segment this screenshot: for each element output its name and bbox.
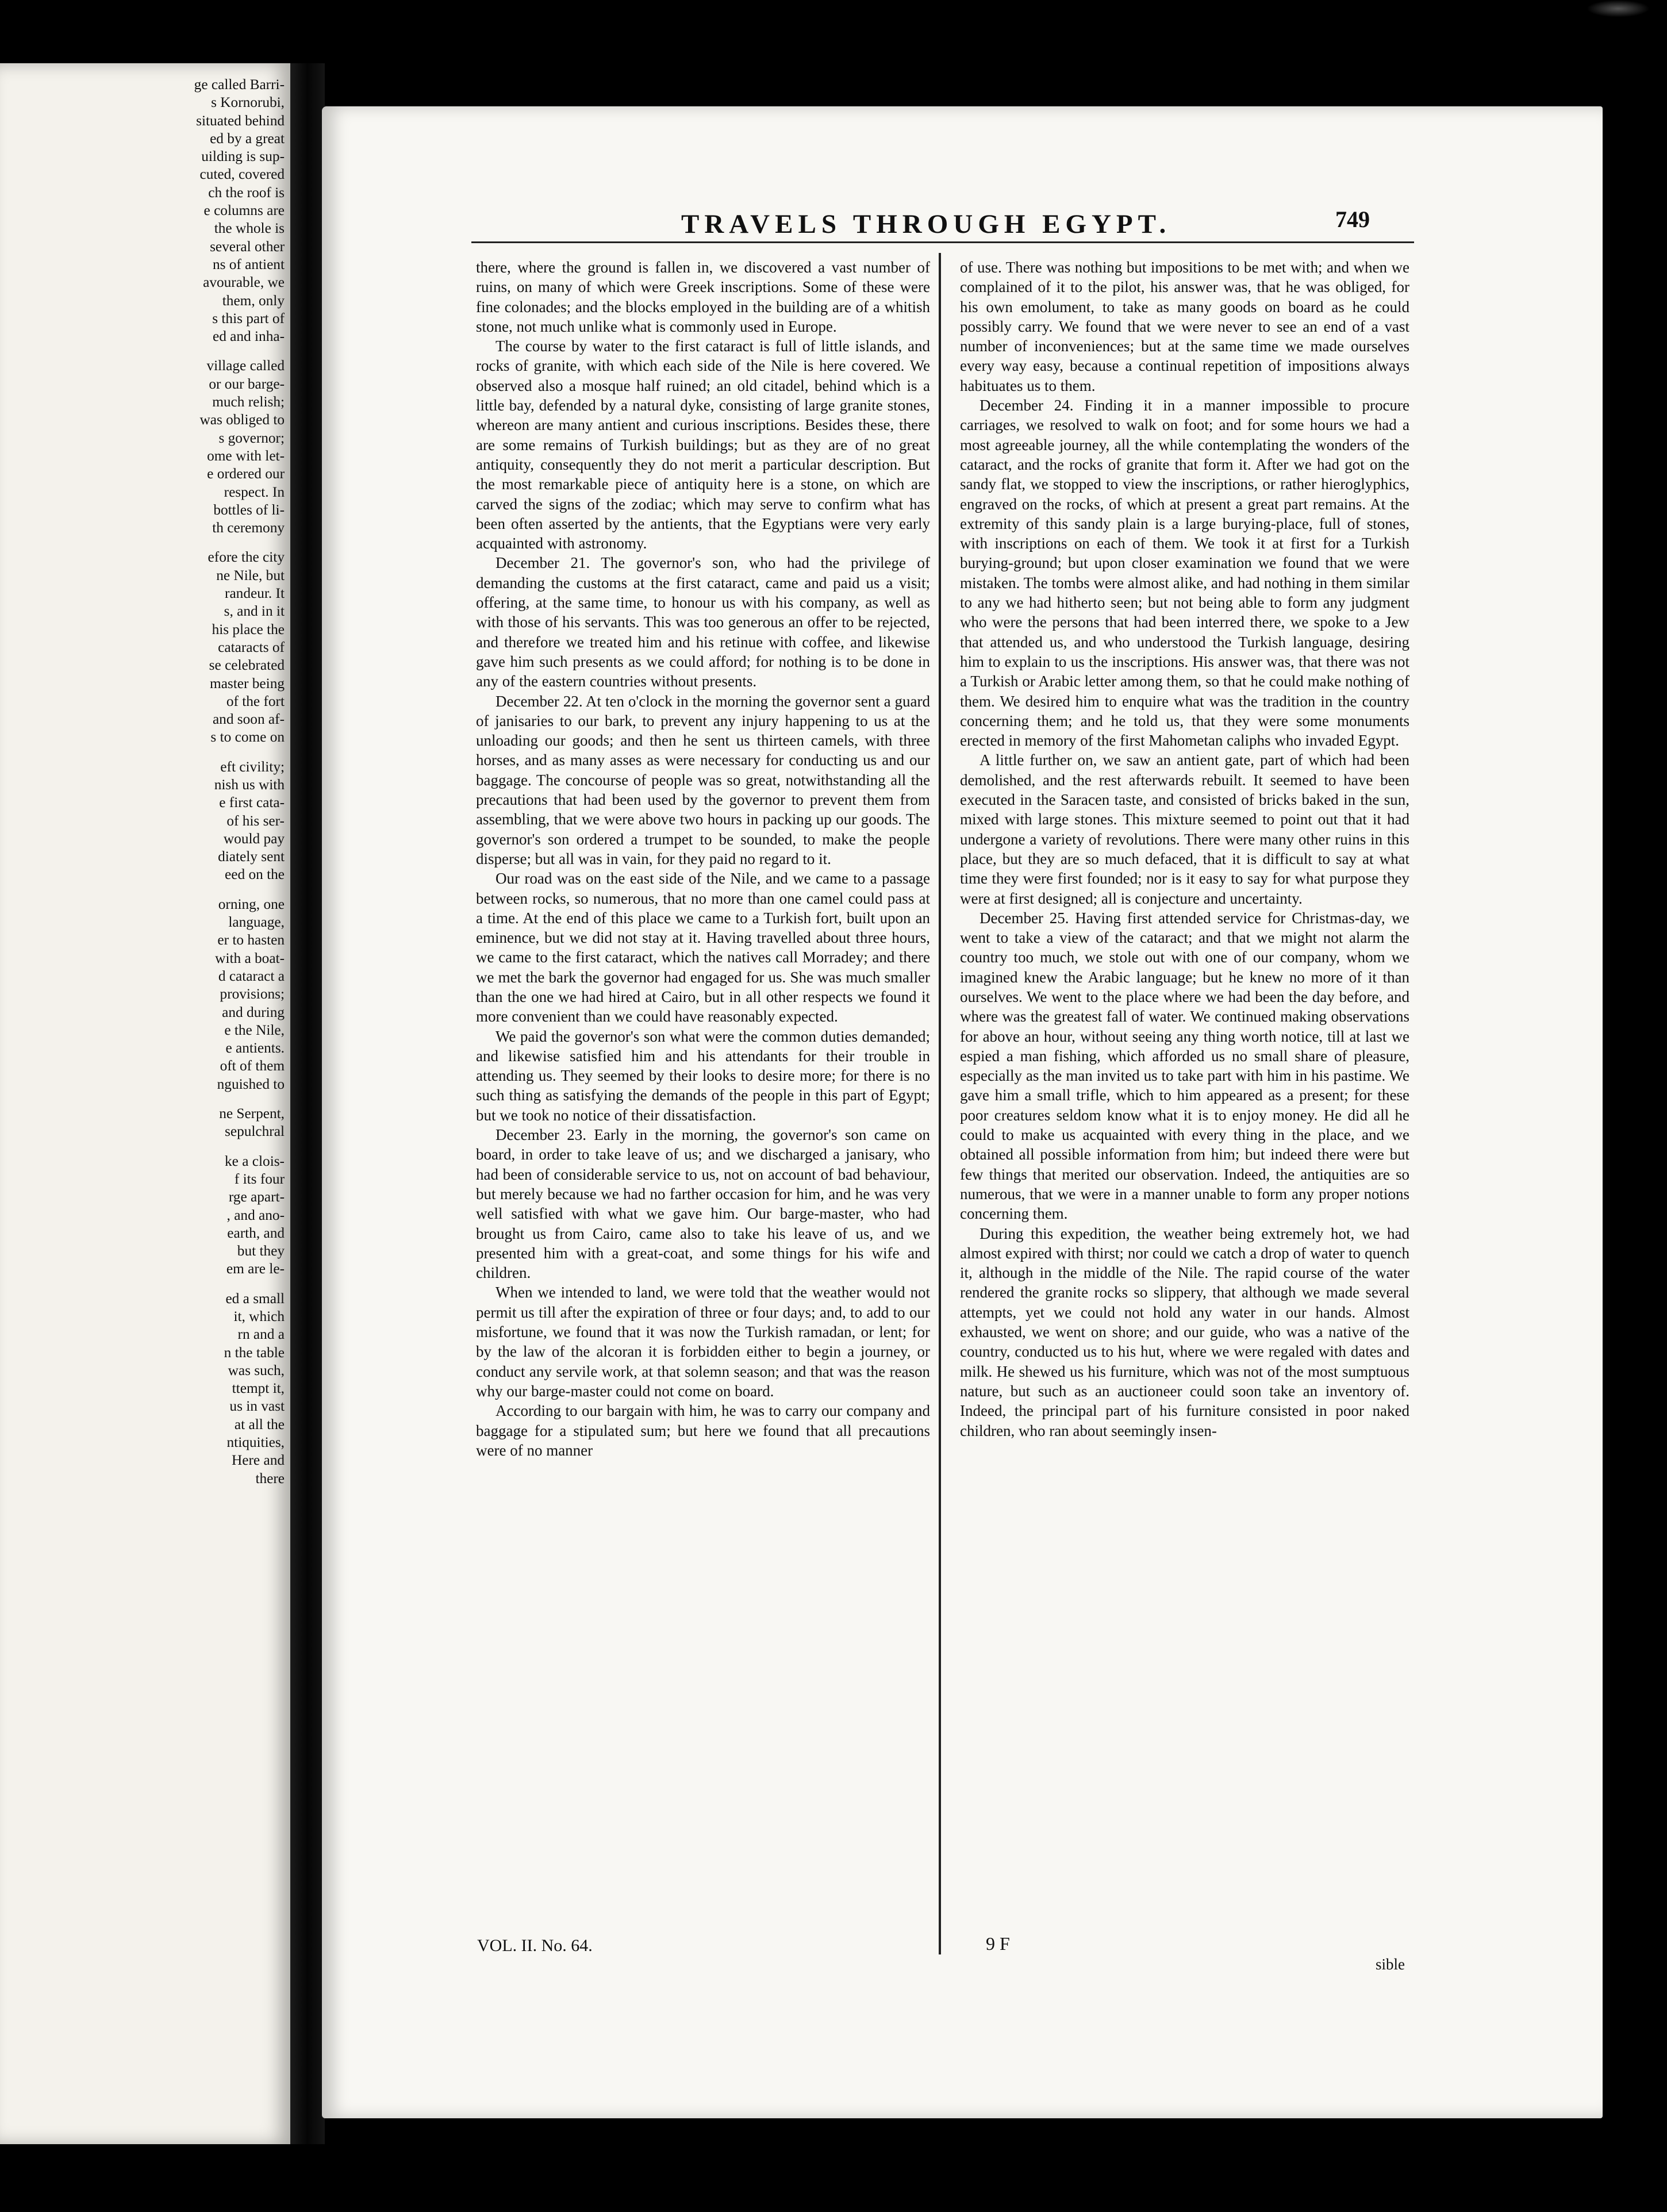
previous-page-line: respect. In (224, 483, 285, 500)
header-rule (471, 241, 1414, 243)
previous-page-line: s governor; (218, 429, 285, 446)
previous-page-line: e first cata- (219, 794, 285, 811)
previous-page-line: uilding is sup- (201, 148, 285, 165)
previous-page-line: bottles of li- (213, 501, 285, 518)
previous-page-line: village called (206, 358, 285, 374)
previous-page-line: s this part of (212, 310, 285, 327)
previous-page-line (152, 345, 285, 357)
paragraph: December 22. At ten o'clock in the morning the governor sent a guard of janisaries to our bark, to prevent any injury happening to us at the unloading our goods; and then he sent us thirteen camels, with three horses, and as many asses as were necessary for conducting us and our baggage. The concourse of people was so great, notwithstanding all the precautions that had been used by the governor to prevent them from assembling, that we were above two hours in packing up our goods. The governor's son ordered a trumpet to be sounded, to make the people disperse; but all was in vain, for they paid no regard to it. (476, 692, 930, 867)
text-column-left (476, 258, 930, 1936)
previous-page-line: the whole is (214, 220, 285, 237)
previous-page-line: earth, and (227, 1224, 285, 1241)
previous-page-line: and soon af- (212, 711, 285, 728)
previous-page-line: at all the (234, 1416, 285, 1433)
previous-page-line: eft civility; (220, 758, 285, 775)
paragraph: December 23. Early in the morning, the governor's son came on board, in order to take leave of us; and we discharged a janisary, who had been of considerable service to us, not on account of bad behaviour, but merely because we had no farther occasion for him, and he was very well satisfied with what we gave him. Our barge-master, who had brought us from Cairo, came also to take his leave of us, and we presented him with a great-coat, and some things for his wife and children. (476, 1126, 930, 1282)
previous-page-line (152, 1141, 285, 1153)
previous-page-line: much relish; (212, 394, 285, 410)
previous-page-line: rge apart- (228, 1189, 285, 1205)
previous-page-line: ch the roof is (208, 184, 285, 201)
previous-page-line: se celebrated (209, 657, 285, 674)
paragraph: The course by water to the first cataract is full of little islands, and rocks of granite, with which each side of the Nile is here covered. We observed also a mosque half ruined; an old citadel, behind which is a little bay, defended by a natural dyke, consisting of large granite stones, whereon are many antient and curious inscriptions. Besides these, there are some remains of Turkish buildings; but as they are of no great antiquity, consequently they do not merit a particular description. But the most remarkable piece of antiquity here is a stone, on which are carved the signs of the zodiac; which may serve to confirm what has been often asserted by the antients, that the Egyptians were very early acquainted with astronomy. (476, 337, 930, 552)
previous-page-line: orning, one (218, 896, 285, 912)
paragraph: there, where the ground is fallen in, we discovered a vast number of ruins, on many of which were Greek inscriptions. Some of these were fine colonades; and the blocks employed in the building are of a whitish stone, not much unlike what is commonly used in Europe. (476, 259, 930, 335)
previous-page-line: eed on the (225, 866, 285, 883)
previous-page-line: ne Serpent, (219, 1105, 285, 1122)
paragraph: A little further on, we saw an antient gate, part of which had been demolished, and the rest afterwards rebuilt. It seemed to have been executed in the Saracen taste, and consisted of bricks baked in the sun, mixed with large stones. This mixture seemed to point out that it had undergone a variety of revolutions. There were many other ruins in this place, but they are so much defaced, that it is difficult to say at what time they were first founded; nor is it easy to say for what purpose they were at first designed; all is conjecture and uncertainty. (960, 751, 1409, 907)
previous-page-line: there (255, 1470, 285, 1487)
previous-page-line: with a boat- (215, 950, 285, 966)
previous-page-line: but they (237, 1243, 285, 1259)
paragraph: Our road was on the east side of the Nile, and we came to a passage between rocks, so numerous, that no more than one camel could pass at a time. At the end of this place we came to a Turkish fort, built upon an eminence, but we did not stay at it. Having travelled about three hours, we came to the first cataract, which the natives call Morradey; and there we met the bark the governor had engaged for us. She was much smaller than the one we had hired at Cairo, but in all other respects we found it more convenient than we could have reasonably expected. (476, 870, 930, 1026)
previous-page-line: would pay (223, 830, 285, 847)
text-column-right (960, 258, 1409, 1953)
previous-page-line: provisions; (220, 986, 285, 1003)
previous-page-line (152, 537, 285, 548)
previous-page-line: us in vast (229, 1398, 285, 1415)
previous-page-line: randeur. It (225, 585, 285, 602)
previous-page-line: nish us with (214, 776, 285, 793)
previous-page-line: er to hasten (217, 932, 285, 948)
previous-page-line: several other (210, 238, 285, 255)
scan-dust (1587, 0, 1650, 17)
previous-page-text (152, 76, 285, 1488)
previous-page-line: his place the (212, 621, 285, 638)
previous-page-line: e the Nile, (224, 1021, 285, 1038)
previous-page-line (152, 1278, 285, 1290)
previous-page-line: of the fort (226, 693, 285, 709)
previous-page-line: language, (228, 914, 285, 931)
previous-page-line: or our barge- (209, 375, 285, 392)
previous-page-line: ntiquities, (226, 1434, 285, 1451)
previous-page-line: nguished to (217, 1076, 285, 1092)
previous-page-line: of his ser- (226, 812, 285, 829)
previous-page-line: cuted, covered (199, 166, 285, 183)
previous-page-line: d cataract a (218, 967, 285, 984)
previous-page-line: ttempt it, (232, 1380, 285, 1397)
paragraph: According to our bargain with him, he was to carry our company and baggage for a stipulated sum; but here we found that all precautions were of no manner (476, 1402, 930, 1459)
page-number: 749 (1335, 206, 1370, 232)
paragraph: We paid the governor's son what were the common duties demanded; and likewise satisfied him and his attendants for their trouble in attending us. They seemed by their looks to desire more; for there is no such thing as satisfying the demands of the people in this part of Egypt; but we took no notice of their dissatisfaction. (476, 1027, 930, 1124)
previous-page-line: n the table (224, 1344, 285, 1361)
paragraph: December 21. The governor's son, who had the privilege of demanding the customs at the first cataract, came and paid us a visit; offering, at the same time, to honour us with his company, as well as with those of his servants. This was too generous an offer to be rejected, and therefore we treated him and his retinue with coffee, and likewise gave him such presents as we could afford; for nothing is to be done in any of the eastern countries without presents. (476, 554, 930, 690)
previous-page-line: efore the city (208, 549, 285, 566)
previous-page-fragment (0, 63, 290, 2144)
previous-page-line: e columns are (203, 202, 285, 219)
previous-page-line: diately sent (218, 848, 285, 865)
book-gutter (290, 63, 325, 2144)
volume-number-line: VOL. II. No. 64. (477, 1936, 593, 1955)
paragraph: During this expedition, the weather being extremely hot, we had almost expired with thirst; nor could we catch a drop of water to quench it, although in the middle of the Nile. The rapid course of the water rendered the granite rocks so slippery, that although we made several attempts, yet we could not hold any water in our hands. Almost exhausted, we went on shore; and our guide, who was a native of the country, conducted us to his hut, where we were regaled with dates and milk. He shewed us his furniture, which was not of the most sumptuous nature, but such as an auctioneer could soon take an inventory of. Indeed, the principal part of his furniture consisted in poor naked children, who ran about seemingly insen- (960, 1224, 1409, 1439)
previous-page-line (152, 1093, 285, 1105)
running-head: TRAVELS THROUGH EGYPT. (681, 209, 1171, 239)
previous-page-line: Here and (232, 1452, 285, 1469)
previous-page-line: oft of them (220, 1058, 285, 1074)
column-divider (939, 253, 941, 1954)
previous-page-line: it, which (233, 1308, 285, 1324)
previous-page-line: was obliged to (199, 412, 285, 428)
previous-page-line: ke a clois- (225, 1153, 285, 1169)
paragraph: December 24. Finding it in a manner impossible to procure carriages, we resolved to walk on foot; and for some hours we had a most agreeable journey, all the while contemplating the wonders of the cataract, and the rocks of granite that form it. After we had got on the sandy flat, we stopped to view the inscriptions, or rather hieroglyphics, engraved on the rocks, of which at present a great part remains. At the extremity of this sandy plain is a large burying-place, full of stones, with inscriptions on each of them. We took it at first for a Turkish burying-ground; but upon closer examination we found that we were mistaken. The tombs were almost alike, and had nothing in them similar to any we had hitherto seen; but not being able to form any judgment who were the persons that had been interred there, we spoke to a Jew that attended us, and who understood the Turkish language, desiring him to explain to us the inscriptions. His answer was, that there was not a Turkish or Arabic letter among them, so that he could make nothing of them. We desired him to enquire what was the tradition in the country concerning them; and he told us, that they were some monuments erected in memory of the first Mahometan caliphs who invaded Egypt. (960, 397, 1409, 750)
previous-page-line: e ordered our (207, 466, 285, 482)
previous-page-line: em are le- (226, 1261, 285, 1277)
previous-page-line: rn and a (237, 1326, 285, 1343)
previous-page-line: , and ano- (226, 1207, 285, 1223)
previous-page-line: s Kornorubi, (211, 94, 285, 111)
previous-page-line: was such, (228, 1362, 285, 1378)
previous-page-line: ome with let- (207, 447, 285, 464)
previous-page-line: sepulchral (225, 1123, 285, 1140)
previous-page-line: situated behind (196, 112, 285, 129)
previous-page-line: ed a small (225, 1290, 285, 1307)
signature-mark: 9 F (986, 1933, 1010, 1954)
paragraph: of use. There was nothing but impositions to be met with; and when we complained of it to the pilot, his answer was, that he was obliged, for his own emolument, to take as many goods on board as he could possibly carry. We found that we were never to see an end of a vast number of inconveniences; but at the same time we made ourselves every way easy, because a continual repetition of impositions always habituates us to them. (960, 259, 1409, 394)
previous-page-line: master being (210, 675, 285, 692)
previous-page-line: ed and inha- (212, 328, 285, 345)
previous-page-line: ns of antient (212, 256, 285, 272)
previous-page-line: ge called Barri- (194, 76, 285, 93)
previous-page-line: ed by a great (210, 130, 285, 147)
paragraph: When we intended to land, we were told that the weather would not permit us till after the expiration of three or four days; and, to add to our misfortune, we found that it was now the Turkish ramadan, or lent; for by the law of the alcoran it is forbidden either to begin a journey, or conduct any servile work, at that solemn season; and that was the reason why our barge-master could not come on board. (476, 1284, 930, 1400)
previous-page-line: cataracts of (218, 639, 285, 655)
previous-page-line: s, and in it (224, 603, 285, 620)
previous-page-line: th ceremony (212, 520, 285, 536)
previous-page-line: avourable, we (203, 274, 285, 291)
previous-page-line: s to come on (210, 729, 285, 746)
previous-page-line (152, 747, 285, 758)
catchword: sible (1376, 1956, 1405, 1973)
previous-page-line: ne Nile, but (216, 567, 285, 583)
previous-page-line: and during (222, 1004, 285, 1020)
previous-page-line: f its four (234, 1170, 285, 1187)
paragraph: December 25. Having first attended service for Christmas-day, we went to take a view of the cataract; and that we might not alarm the country too much, we stole out with one of our company, whom we imagined knew the Arabic language; but he knew no more of it than ourselves. We went to the place where we had been the day before, and where was the greatest fall of water. We continued making observations for above an hour, without seeing any thing worth notice, till at last we espied a man fishing, which afforded us no small share of pleasure, especially as the man invited us to take part with him in his pastime. We gave him a small trifle, which to him appeared as a present; for these poor creatures seldom know what it is to enjoy money. He did all he could to make us acquainted with every thing in the place, and we obtained all possible information from him; but indeed there were but few things that merited our observation. Indeed, the antiquities are so numerous, that we were in a manner unable to form any proper notions concerning them. (960, 909, 1409, 1223)
previous-page-line: them, only (222, 292, 285, 309)
previous-page-line: e antients. (225, 1040, 285, 1057)
previous-page-line (152, 884, 285, 896)
